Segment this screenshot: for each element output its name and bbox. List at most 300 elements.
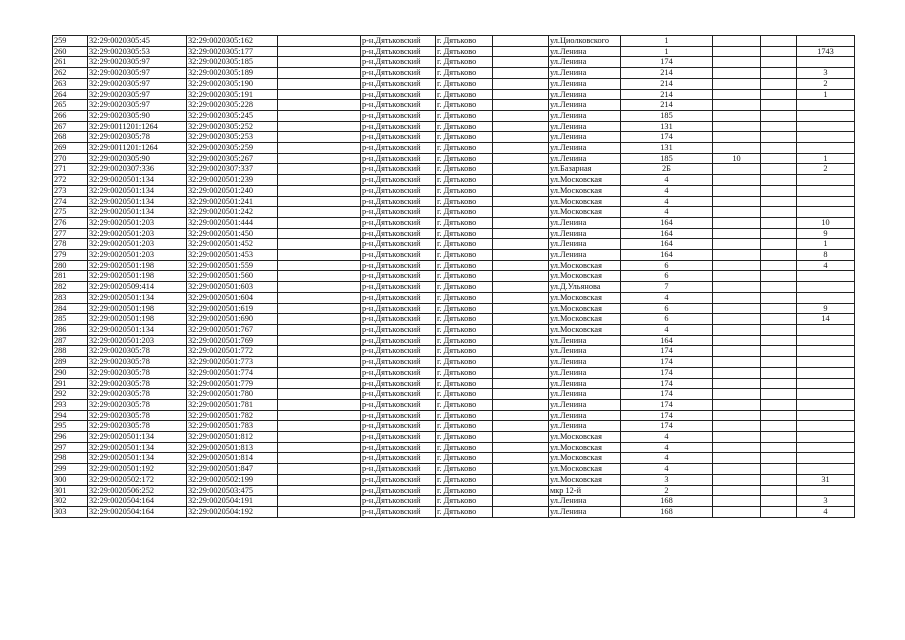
row-number-cell: 268 xyxy=(53,132,88,143)
row-number-cell: 263 xyxy=(53,78,88,89)
table-row xyxy=(53,89,855,100)
district-cell: р-н.Дятьковский xyxy=(361,292,436,303)
cadastral-number-cell: 32:29:0020501:813 xyxy=(187,442,278,453)
row-number-cell: 291 xyxy=(53,378,88,389)
row-number-cell: 280 xyxy=(53,260,88,271)
apartment-cell: 2 xyxy=(797,78,855,89)
apartment-cell: 3 xyxy=(797,496,855,507)
district-cell: р-н.Дятьковский xyxy=(361,121,436,132)
cadastral-number-cell: 32:29:0020305:190 xyxy=(187,78,278,89)
table-row xyxy=(53,175,855,186)
blank-cell-2 xyxy=(493,453,549,464)
district-cell: р-н.Дятьковский xyxy=(361,314,436,325)
house-number-cell: 164 xyxy=(621,335,713,346)
building-cell xyxy=(713,132,761,143)
cadastral-number-cell: 32:29:0020501:444 xyxy=(187,217,278,228)
table-row xyxy=(53,207,855,218)
blank-cell xyxy=(278,346,361,357)
table-row xyxy=(53,389,855,400)
row-number-cell: 264 xyxy=(53,89,88,100)
parent-cadastral-number-cell: 32:29:0020501:134 xyxy=(88,324,187,335)
building-cell xyxy=(713,271,761,282)
block-cell xyxy=(761,121,797,132)
blank-cell-2 xyxy=(493,239,549,250)
street-cell: ул.Ленина xyxy=(549,228,621,239)
district-cell: р-н.Дятьковский xyxy=(361,357,436,368)
house-number-cell: 6 xyxy=(621,260,713,271)
apartment-cell: 1 xyxy=(797,89,855,100)
row-number-cell: 262 xyxy=(53,68,88,79)
blank-cell-2 xyxy=(493,207,549,218)
apartment-cell: 14 xyxy=(797,314,855,325)
row-number-cell: 296 xyxy=(53,432,88,443)
block-cell xyxy=(761,196,797,207)
block-cell xyxy=(761,143,797,154)
house-number-cell: 214 xyxy=(621,68,713,79)
district-cell: р-н.Дятьковский xyxy=(361,389,436,400)
building-cell xyxy=(713,121,761,132)
blank-cell-2 xyxy=(493,282,549,293)
blank-cell-2 xyxy=(493,346,549,357)
building-cell xyxy=(713,217,761,228)
row-number-cell: 303 xyxy=(53,506,88,517)
street-cell: ул.Д.Ульянова xyxy=(549,282,621,293)
block-cell xyxy=(761,303,797,314)
row-number-cell: 279 xyxy=(53,250,88,261)
blank-cell-2 xyxy=(493,335,549,346)
block-cell xyxy=(761,271,797,282)
row-number-cell: 271 xyxy=(53,164,88,175)
table-row xyxy=(53,110,855,121)
street-cell: ул.Московская xyxy=(549,324,621,335)
street-cell: ул.Московская xyxy=(549,464,621,475)
building-cell xyxy=(713,292,761,303)
table-row xyxy=(53,324,855,335)
city-cell: г. Дятьково xyxy=(436,185,493,196)
parent-cadastral-number-cell: 32:29:0020501:134 xyxy=(88,207,187,218)
parent-cadastral-number-cell: 32:29:0020305:90 xyxy=(88,110,187,121)
city-cell: г. Дятьково xyxy=(436,228,493,239)
blank-cell-2 xyxy=(493,357,549,368)
table-row xyxy=(53,442,855,453)
apartment-cell xyxy=(797,110,855,121)
city-cell: г. Дятьково xyxy=(436,143,493,154)
cadastral-number-cell: 32:29:0020305:162 xyxy=(187,36,278,47)
row-number-cell: 300 xyxy=(53,474,88,485)
parent-cadastral-number-cell: 32:29:0020501:134 xyxy=(88,442,187,453)
blank-cell xyxy=(278,250,361,261)
building-cell xyxy=(713,324,761,335)
table-row xyxy=(53,357,855,368)
blank-cell-2 xyxy=(493,46,549,57)
apartment-cell: 4 xyxy=(797,260,855,271)
parent-cadastral-number-cell: 32:29:0020305:78 xyxy=(88,378,187,389)
blank-cell xyxy=(278,335,361,346)
building-cell xyxy=(713,185,761,196)
row-number-cell: 273 xyxy=(53,185,88,196)
table-row xyxy=(53,78,855,89)
parent-cadastral-number-cell: 32:29:0020501:203 xyxy=(88,228,187,239)
parent-cadastral-number-cell: 32:29:0020501:134 xyxy=(88,185,187,196)
apartment-cell xyxy=(797,185,855,196)
city-cell: г. Дятьково xyxy=(436,303,493,314)
apartment-cell xyxy=(797,442,855,453)
house-number-cell: 4 xyxy=(621,324,713,335)
row-number-cell: 301 xyxy=(53,485,88,496)
cadastral-register-table xyxy=(52,35,855,518)
house-number-cell: 174 xyxy=(621,389,713,400)
cadastral-number-cell: 32:29:0020503:475 xyxy=(187,485,278,496)
row-number-cell: 266 xyxy=(53,110,88,121)
district-cell: р-н.Дятьковский xyxy=(361,207,436,218)
street-cell: ул.Ленина xyxy=(549,78,621,89)
block-cell xyxy=(761,314,797,325)
house-number-cell: 1 xyxy=(621,46,713,57)
district-cell: р-н.Дятьковский xyxy=(361,378,436,389)
house-number-cell: 174 xyxy=(621,410,713,421)
table-row xyxy=(53,228,855,239)
district-cell: р-н.Дятьковский xyxy=(361,421,436,432)
city-cell: г. Дятьково xyxy=(436,335,493,346)
blank-cell xyxy=(278,464,361,475)
house-number-cell: 164 xyxy=(621,217,713,228)
blank-cell-2 xyxy=(493,110,549,121)
parent-cadastral-number-cell: 32:29:0020501:203 xyxy=(88,250,187,261)
district-cell: р-н.Дятьковский xyxy=(361,196,436,207)
blank-cell xyxy=(278,485,361,496)
district-cell: р-н.Дятьковский xyxy=(361,250,436,261)
street-cell: ул.Московская xyxy=(549,292,621,303)
apartment-cell: 2 xyxy=(797,164,855,175)
apartment-cell xyxy=(797,421,855,432)
house-number-cell: 174 xyxy=(621,367,713,378)
row-number-cell: 285 xyxy=(53,314,88,325)
house-number-cell: 6 xyxy=(621,303,713,314)
cadastral-number-cell: 32:29:0020501:619 xyxy=(187,303,278,314)
city-cell: г. Дятьково xyxy=(436,110,493,121)
street-cell: ул.Ленина xyxy=(549,153,621,164)
block-cell xyxy=(761,153,797,164)
table-row xyxy=(53,46,855,57)
building-cell xyxy=(713,89,761,100)
parent-cadastral-number-cell: 32:29:0020501:198 xyxy=(88,314,187,325)
parent-cadastral-number-cell: 32:29:0020501:198 xyxy=(88,260,187,271)
table-row xyxy=(53,100,855,111)
district-cell: р-н.Дятьковский xyxy=(361,143,436,154)
apartment-cell xyxy=(797,100,855,111)
street-cell: ул.Московская xyxy=(549,175,621,186)
blank-cell-2 xyxy=(493,228,549,239)
block-cell xyxy=(761,239,797,250)
city-cell: г. Дятьково xyxy=(436,367,493,378)
row-number-cell: 297 xyxy=(53,442,88,453)
parent-cadastral-number-cell: 32:29:0020504:164 xyxy=(88,506,187,517)
blank-cell xyxy=(278,175,361,186)
district-cell: р-н.Дятьковский xyxy=(361,432,436,443)
house-number-cell: 4 xyxy=(621,442,713,453)
block-cell xyxy=(761,506,797,517)
city-cell: г. Дятьково xyxy=(436,57,493,68)
apartment-cell xyxy=(797,36,855,47)
parent-cadastral-number-cell: 32:29:0020305:97 xyxy=(88,100,187,111)
apartment-cell xyxy=(797,389,855,400)
district-cell: р-н.Дятьковский xyxy=(361,324,436,335)
block-cell xyxy=(761,378,797,389)
register-table-container xyxy=(52,35,855,518)
parent-cadastral-number-cell: 32:29:0020501:203 xyxy=(88,217,187,228)
district-cell: р-н.Дятьковский xyxy=(361,271,436,282)
house-number-cell: 3 xyxy=(621,474,713,485)
city-cell: г. Дятьково xyxy=(436,282,493,293)
district-cell: р-н.Дятьковский xyxy=(361,346,436,357)
row-number-cell: 294 xyxy=(53,410,88,421)
building-cell xyxy=(713,207,761,218)
district-cell: р-н.Дятьковский xyxy=(361,399,436,410)
cadastral-number-cell: 32:29:0020501:774 xyxy=(187,367,278,378)
blank-cell xyxy=(278,292,361,303)
cadastral-number-cell: 32:29:0020305:259 xyxy=(187,143,278,154)
row-number-cell: 281 xyxy=(53,271,88,282)
district-cell: р-н.Дятьковский xyxy=(361,485,436,496)
table-row xyxy=(53,464,855,475)
district-cell: р-н.Дятьковский xyxy=(361,78,436,89)
city-cell: г. Дятьково xyxy=(436,432,493,443)
blank-cell-2 xyxy=(493,153,549,164)
blank-cell-2 xyxy=(493,78,549,89)
blank-cell-2 xyxy=(493,164,549,175)
parent-cadastral-number-cell: 32:29:0020305:90 xyxy=(88,153,187,164)
cadastral-number-cell: 32:29:0020501:814 xyxy=(187,453,278,464)
cadastral-number-cell: 32:29:0020501:450 xyxy=(187,228,278,239)
street-cell: ул.Московская xyxy=(549,207,621,218)
house-number-cell: 214 xyxy=(621,78,713,89)
building-cell xyxy=(713,250,761,261)
city-cell: г. Дятьково xyxy=(436,496,493,507)
table-row xyxy=(53,217,855,228)
house-number-cell: 164 xyxy=(621,239,713,250)
building-cell xyxy=(713,464,761,475)
table-row xyxy=(53,410,855,421)
parent-cadastral-number-cell: 32:29:0020501:134 xyxy=(88,175,187,186)
table-row xyxy=(53,36,855,47)
street-cell: ул.Ленина xyxy=(549,357,621,368)
city-cell: г. Дятьково xyxy=(436,250,493,261)
building-cell xyxy=(713,78,761,89)
city-cell: г. Дятьково xyxy=(436,485,493,496)
block-cell xyxy=(761,217,797,228)
house-number-cell: 174 xyxy=(621,399,713,410)
building-cell xyxy=(713,453,761,464)
block-cell xyxy=(761,164,797,175)
cadastral-number-cell: 32:29:0020501:559 xyxy=(187,260,278,271)
street-cell: ул.Ленина xyxy=(549,367,621,378)
district-cell: р-н.Дятьковский xyxy=(361,496,436,507)
city-cell: г. Дятьково xyxy=(436,153,493,164)
table-row xyxy=(53,260,855,271)
apartment-cell xyxy=(797,367,855,378)
row-number-cell: 292 xyxy=(53,389,88,400)
parent-cadastral-number-cell: 32:29:0020305:53 xyxy=(88,46,187,57)
blank-cell xyxy=(278,143,361,154)
district-cell: р-н.Дятьковский xyxy=(361,68,436,79)
street-cell: ул.Московская xyxy=(549,196,621,207)
house-number-cell: 4 xyxy=(621,464,713,475)
cadastral-number-cell: 32:29:0020501:769 xyxy=(187,335,278,346)
row-number-cell: 282 xyxy=(53,282,88,293)
building-cell xyxy=(713,506,761,517)
city-cell: г. Дятьково xyxy=(436,68,493,79)
apartment-cell: 10 xyxy=(797,217,855,228)
district-cell: р-н.Дятьковский xyxy=(361,303,436,314)
city-cell: г. Дятьково xyxy=(436,217,493,228)
apartment-cell xyxy=(797,207,855,218)
block-cell xyxy=(761,410,797,421)
parent-cadastral-number-cell: 32:29:0020305:78 xyxy=(88,132,187,143)
building-cell xyxy=(713,228,761,239)
blank-cell xyxy=(278,239,361,250)
row-number-cell: 298 xyxy=(53,453,88,464)
block-cell xyxy=(761,346,797,357)
blank-cell-2 xyxy=(493,432,549,443)
parent-cadastral-number-cell: 32:29:0020502:172 xyxy=(88,474,187,485)
parent-cadastral-number-cell: 32:29:0011201:1264 xyxy=(88,143,187,154)
table-row xyxy=(53,506,855,517)
block-cell xyxy=(761,357,797,368)
table-row xyxy=(53,282,855,293)
city-cell: г. Дятьково xyxy=(436,464,493,475)
apartment-cell: 31 xyxy=(797,474,855,485)
block-cell xyxy=(761,292,797,303)
apartment-cell: 9 xyxy=(797,228,855,239)
parent-cadastral-number-cell: 32:29:0020305:78 xyxy=(88,389,187,400)
city-cell: г. Дятьково xyxy=(436,78,493,89)
building-cell xyxy=(713,260,761,271)
building-cell xyxy=(713,335,761,346)
block-cell xyxy=(761,110,797,121)
blank-cell xyxy=(278,324,361,335)
city-cell: г. Дятьково xyxy=(436,100,493,111)
city-cell: г. Дятьково xyxy=(436,442,493,453)
table-row xyxy=(53,164,855,175)
district-cell: р-н.Дятьковский xyxy=(361,464,436,475)
table-row xyxy=(53,239,855,250)
street-cell: ул.Ленина xyxy=(549,132,621,143)
house-number-cell: 164 xyxy=(621,228,713,239)
cadastral-number-cell: 32:29:0020504:192 xyxy=(187,506,278,517)
row-number-cell: 275 xyxy=(53,207,88,218)
block-cell xyxy=(761,474,797,485)
house-number-cell: 4 xyxy=(621,432,713,443)
cadastral-number-cell: 32:29:0020501:812 xyxy=(187,432,278,443)
block-cell xyxy=(761,260,797,271)
district-cell: р-н.Дятьковский xyxy=(361,260,436,271)
district-cell: р-н.Дятьковский xyxy=(361,217,436,228)
district-cell: р-н.Дятьковский xyxy=(361,185,436,196)
parent-cadastral-number-cell: 32:29:0011201:1264 xyxy=(88,121,187,132)
district-cell: р-н.Дятьковский xyxy=(361,474,436,485)
blank-cell-2 xyxy=(493,100,549,111)
apartment-cell xyxy=(797,485,855,496)
city-cell: г. Дятьково xyxy=(436,453,493,464)
house-number-cell: 4 xyxy=(621,207,713,218)
apartment-cell xyxy=(797,464,855,475)
cadastral-number-cell: 32:29:0020501:782 xyxy=(187,410,278,421)
house-number-cell: 131 xyxy=(621,143,713,154)
blank-cell xyxy=(278,399,361,410)
row-number-cell: 287 xyxy=(53,335,88,346)
building-cell xyxy=(713,410,761,421)
city-cell: г. Дятьково xyxy=(436,239,493,250)
building-cell xyxy=(713,378,761,389)
city-cell: г. Дятьково xyxy=(436,36,493,47)
blank-cell xyxy=(278,185,361,196)
street-cell: ул.Московская xyxy=(549,185,621,196)
street-cell: ул.Ленина xyxy=(549,346,621,357)
blank-cell xyxy=(278,496,361,507)
blank-cell-2 xyxy=(493,421,549,432)
row-number-cell: 286 xyxy=(53,324,88,335)
apartment-cell: 1743 xyxy=(797,46,855,57)
parent-cadastral-number-cell: 32:29:0020305:97 xyxy=(88,57,187,68)
blank-cell-2 xyxy=(493,121,549,132)
cadastral-number-cell: 32:29:0020305:228 xyxy=(187,100,278,111)
district-cell: р-н.Дятьковский xyxy=(361,228,436,239)
apartment-cell xyxy=(797,335,855,346)
blank-cell xyxy=(278,78,361,89)
cadastral-number-cell: 32:29:0020501:690 xyxy=(187,314,278,325)
table-row xyxy=(53,485,855,496)
block-cell xyxy=(761,282,797,293)
apartment-cell xyxy=(797,432,855,443)
district-cell: р-н.Дятьковский xyxy=(361,164,436,175)
street-cell: ул.Московская xyxy=(549,432,621,443)
blank-cell xyxy=(278,389,361,400)
blank-cell xyxy=(278,110,361,121)
house-number-cell: 7 xyxy=(621,282,713,293)
house-number-cell: 4 xyxy=(621,175,713,186)
block-cell xyxy=(761,399,797,410)
house-number-cell: 4 xyxy=(621,453,713,464)
blank-cell xyxy=(278,89,361,100)
blank-cell xyxy=(278,314,361,325)
cadastral-number-cell: 32:29:0020504:191 xyxy=(187,496,278,507)
cadastral-number-cell: 32:29:0020305:253 xyxy=(187,132,278,143)
block-cell xyxy=(761,432,797,443)
blank-cell-2 xyxy=(493,185,549,196)
building-cell xyxy=(713,282,761,293)
blank-cell xyxy=(278,217,361,228)
row-number-cell: 302 xyxy=(53,496,88,507)
city-cell: г. Дятьково xyxy=(436,89,493,100)
apartment-cell xyxy=(797,378,855,389)
apartment-cell: 1 xyxy=(797,239,855,250)
street-cell: ул.Ленина xyxy=(549,421,621,432)
blank-cell xyxy=(278,260,361,271)
city-cell: г. Дятьково xyxy=(436,314,493,325)
row-number-cell: 267 xyxy=(53,121,88,132)
apartment-cell: 1 xyxy=(797,153,855,164)
district-cell: р-н.Дятьковский xyxy=(361,36,436,47)
city-cell: г. Дятьково xyxy=(436,292,493,303)
apartment-cell xyxy=(797,410,855,421)
street-cell: ул.Московская xyxy=(549,474,621,485)
blank-cell-2 xyxy=(493,410,549,421)
table-row xyxy=(53,346,855,357)
blank-cell xyxy=(278,303,361,314)
row-number-cell: 276 xyxy=(53,217,88,228)
cadastral-number-cell: 32:29:0020501:767 xyxy=(187,324,278,335)
blank-cell xyxy=(278,164,361,175)
